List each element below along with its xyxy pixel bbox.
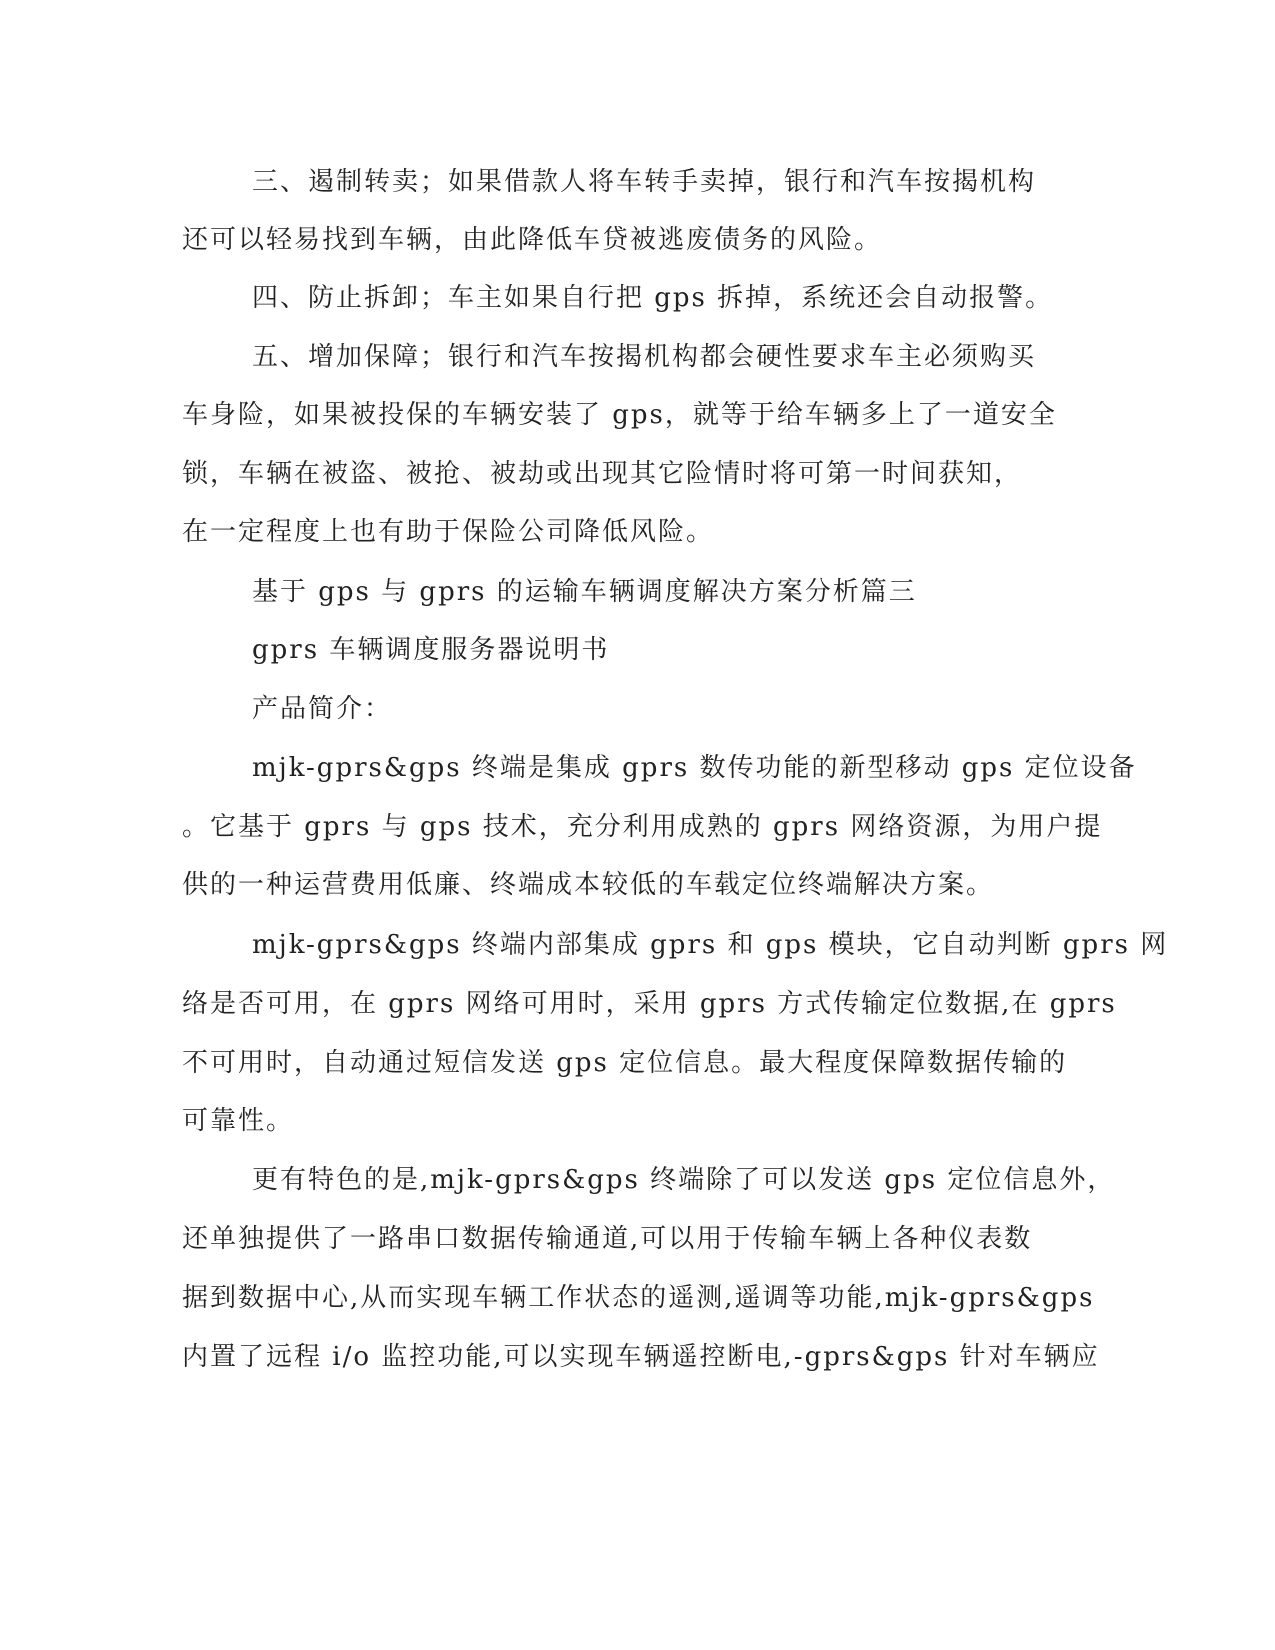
document-title: gprs 车辆调度服务器说明书 xyxy=(252,635,610,665)
paragraph-line: 还单独提供了一路串口数据传输通道,可以用于传输车辆上各种仪表数 xyxy=(182,1224,1033,1254)
paragraph-line: 不可用时，自动通过短信发送 gps 定位信息。最大程度保障数据传输的 xyxy=(182,1048,1068,1078)
paragraph-line: 可靠性。 xyxy=(182,1106,295,1136)
paragraph-line: 据到数据中心,从而实现车辆工作状态的遥测,遥调等功能,mjk-gprs&gps xyxy=(182,1283,1095,1313)
paragraph-line: 三、遏制转卖；如果借款人将车转手卖掉，银行和汽车按揭机构 xyxy=(252,167,1037,197)
paragraph-line: 内置了远程 i/o 监控功能,可以实现车辆遥控断电,-gprs&gps 针对车辆应 xyxy=(182,1342,1100,1372)
paragraph-line: 供的一种运营费用低廉、终端成本较低的车载定位终端解决方案。 xyxy=(182,870,995,900)
paragraph-line: mjk-gprs&gps 终端是集成 gprs 数传功能的新型移动 gps 定位设备 xyxy=(252,753,1137,783)
paragraph-line: 锁，车辆在被盗、被抢、被劫或出现其它险情时将可第一时间获知， xyxy=(182,459,1023,489)
section-heading: 基于 gps 与 gprs 的运输车辆调度解决方案分析篇三 xyxy=(252,577,917,607)
paragraph-line: 更有特色的是,mjk-gprs&gps 终端除了可以发送 gps 定位信息外， xyxy=(252,1165,1116,1195)
paragraph-line: 还可以轻易找到车辆，由此降低车贷被逃废债务的风险。 xyxy=(182,225,883,255)
paragraph-line: 络是否可用，在 gprs 网络可用时，采用 gprs 方式传输定位数据,在 gprs xyxy=(182,989,1117,1019)
paragraph-line: mjk-gprs&gps 终端内部集成 gprs 和 gps 模块，它自动判断 gprs 网 xyxy=(252,930,1169,960)
section-label: 产品简介： xyxy=(252,694,393,724)
paragraph-line: 在一定程度上也有助于保险公司降低风险。 xyxy=(182,517,715,547)
paragraph-line: 四、防止拆卸；车主如果自行把 gps 拆掉，系统还会自动报警。 xyxy=(252,283,1054,313)
paragraph-line: 车身险，如果被投保的车辆安装了 gps，就等于给车辆多上了一道安全 xyxy=(182,400,1057,430)
paragraph-line: 。它基于 gprs 与 gps 技术，充分利用成熟的 gprs 网络资源，为用户提 xyxy=(182,812,1103,842)
paragraph-line: 五、增加保障；银行和汽车按揭机构都会硬性要求车主必须购买 xyxy=(252,342,1037,372)
